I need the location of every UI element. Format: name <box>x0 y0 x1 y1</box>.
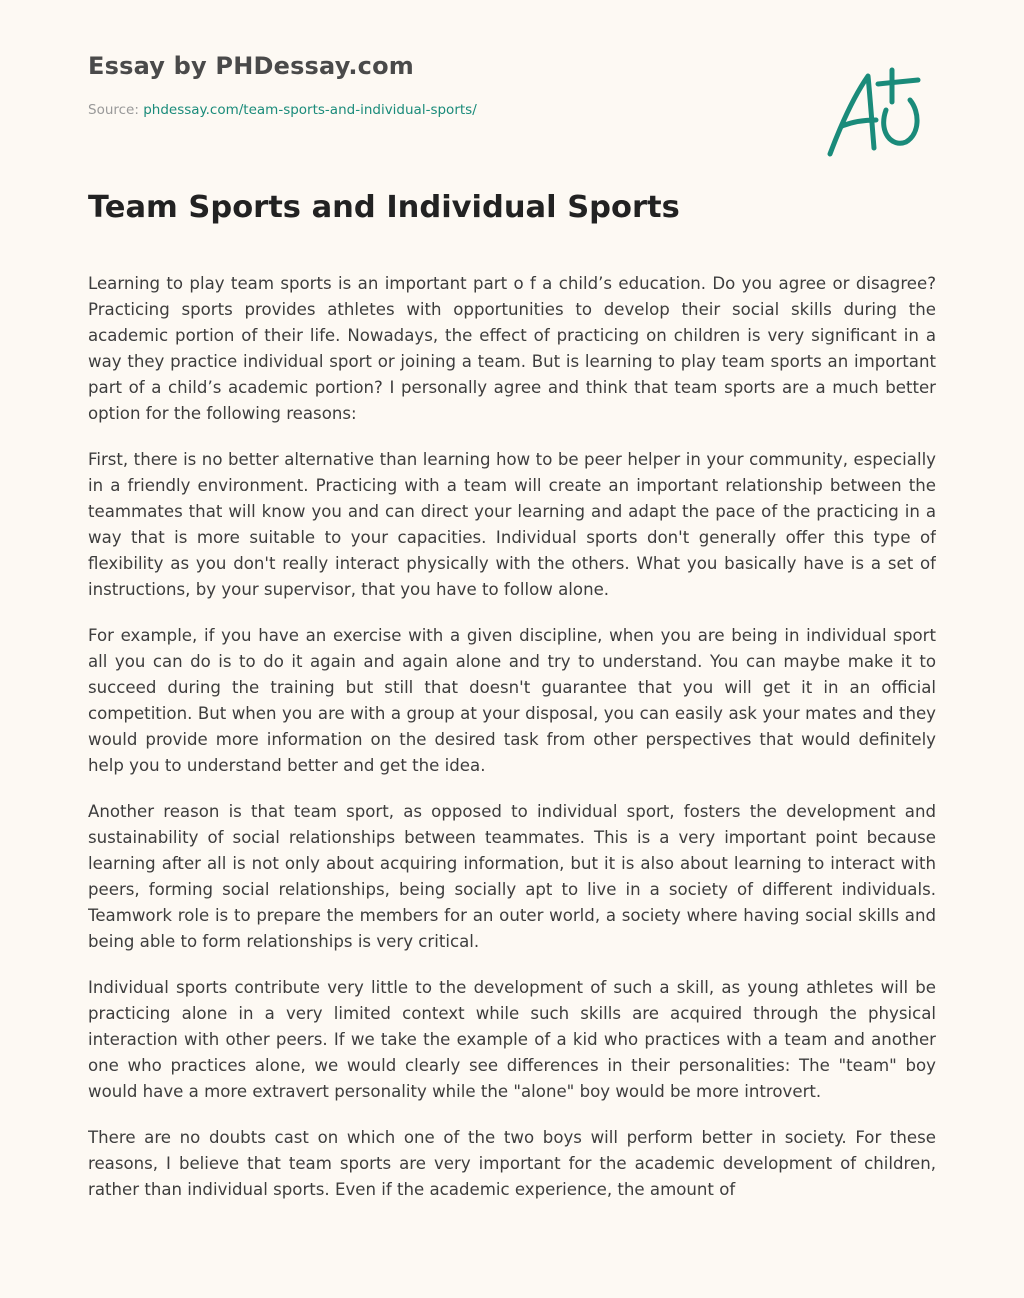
essay-paragraph-2: First, there is no better alternative than learning how to be peer helper in your community, especially in a friendly environment. Practicing with a team will create an important relationship between the teammates that will know you and can direct your learning and adapt the pace of the practicing in a way that is more suitable to your capacities. Individual sports don't generally offer this type of flexibility as you don't really interact physically with the others. What you basically have is a set of instructions, by your supervisor, that you have to follow alone. <box>88 450 936 599</box>
essay-paragraph-6: There are no doubts cast on which one of the two boys will perform better in society. For these reasons, I believe that team sports are very important for the academic development of children, rather than individual sports. Even if the academic experience, the amount of <box>88 1128 936 1199</box>
source-label: Source: <box>88 102 144 118</box>
source-line <box>88 102 477 118</box>
essay-paragraph-5: Individual sports contribute very little to the development of such a skill, as young athletes will be practicing alone in a very limited context while such skills are acquired through the physical interaction with other peers. If we take the example of a kid who practices with a team and another one who practices alone, we would clearly see differences in their personalities: The "team" boy would have a more extravert personality while the "alone" boy would be more introvert. <box>88 978 936 1101</box>
source-link[interactable]: phdessay.com/team-sports-and-individual-sports/ <box>143 102 477 118</box>
letter-a-stroke <box>830 76 874 154</box>
swoosh <box>884 100 917 143</box>
a-plus-grade-icon <box>820 62 932 162</box>
essay-title: Team Sports and Individual Sports <box>88 190 680 225</box>
essay-paragraph-4: Another reason is that team sport, as opposed to individual sport, fosters the development and sustainability of social relationships between teammates. This is a very important point because learning after all is not only about acquiring information, but it is also about learning to interact with peers, forming social relationships, being socially apt to live in a society of different individuals. Teamwork role is to prepare the members for an outer world, a society where having social skills and being able to form relationships is very critical. <box>88 802 936 951</box>
plus-horizontal <box>878 80 918 84</box>
site-brand[interactable]: Essay by PHDessay.com <box>88 52 414 80</box>
essay-paragraph-3: For example, if you have an exercise with a given discipline, when you are being in individual sport all you can do is to do it again and again alone and try to understand. You can maybe make it to succeed during the training but still that doesn't guarantee that you will get it in an official competition. But when you are with a group at your disposal, you can easily ask your mates and they would provide more information on the desired task from other perspectives that would definitely help you to understand better and get the idea. <box>88 626 936 775</box>
essay-paragraph-1: Learning to play team sports is an important part o f a child’s education. Do you agree or disagree? Practicing sports provides athletes with opportunities to develop their social skills during the academic portion of their life. Nowadays, the effect of practicing on children is very significant in a way they practice individual sport or joining a team. But is learning to play team sports an important part of a child’s academic portion? I personally agree and think that team sports are a much better option for the following reasons: <box>88 274 936 423</box>
essay-body <box>88 271 936 1250</box>
